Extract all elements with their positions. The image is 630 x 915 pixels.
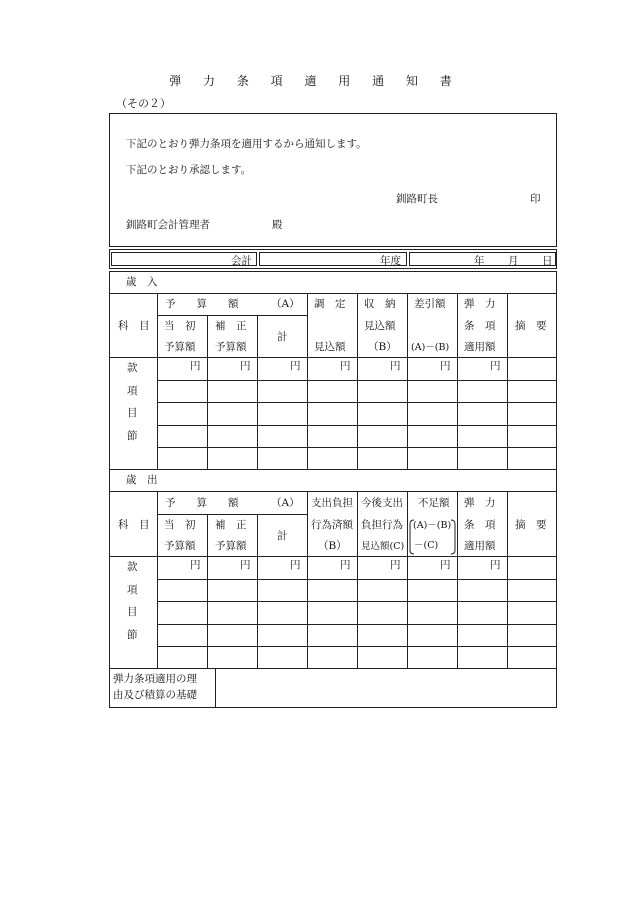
revenue-row-moku: 目 — [127, 407, 138, 419]
expenditure-future-1: 今後支出 — [361, 497, 403, 509]
reason-label-2: 由及び積算の基礎 — [113, 689, 197, 701]
year-label: 年 — [474, 255, 485, 267]
revenue-remarks-header: 摘 要 — [515, 320, 547, 332]
account-label: 会計 — [231, 255, 252, 267]
revenue-row-kou: 項 — [127, 385, 138, 397]
expenditure-row-setsu: 節 — [127, 629, 138, 641]
revenue-diff-2: (A)－(B) — [411, 342, 450, 353]
revenue-yen-revised: 円 — [240, 360, 251, 372]
revenue-revised-2: 予算額 — [215, 341, 247, 353]
revenue-initial-1: 当 初 — [164, 320, 196, 332]
expenditure-budget-a: （A） — [271, 497, 300, 509]
fiscal-year-label: 年度 — [380, 255, 401, 267]
revenue-receipt-2: 見込額 — [364, 320, 396, 332]
expenditure-flex-2: 条 項 — [464, 519, 496, 531]
revenue-item-header: 科 目 — [118, 320, 150, 332]
expenditure-burden-1: 支出負担 — [311, 497, 353, 509]
expenditure-budget-header: 予 算 額 — [165, 497, 239, 509]
revenue-receipt-3: （B） — [368, 341, 397, 353]
revenue-total-header: 計 — [277, 331, 288, 343]
revenue-flex-2: 条 項 — [464, 320, 496, 332]
expenditure-row-kou: 項 — [127, 584, 138, 596]
month-label: 月 — [508, 255, 519, 267]
revenue-row-setsu: 節 — [127, 430, 138, 442]
revenue-adjust-2: 見込額 — [314, 341, 346, 353]
expenditure-yen-total: 円 — [290, 559, 301, 571]
revenue-yen-flex: 円 — [490, 360, 501, 372]
expenditure-burden-2: 行為済額 — [311, 519, 353, 531]
revenue-flex-3: 適用額 — [464, 341, 496, 353]
revenue-flex-1: 弾 力 — [464, 298, 496, 310]
notice-line-2: 下記のとおり承認します。 — [126, 164, 252, 176]
expenditure-item-header: 科 目 — [118, 519, 150, 531]
expenditure-short-1: 不足額 — [418, 497, 450, 509]
expenditure-yen-short: 円 — [440, 559, 451, 571]
expenditure-flex-3: 適用額 — [464, 540, 496, 552]
revenue-yen-total: 円 — [290, 360, 301, 372]
revenue-section-label: 歳 入 — [126, 276, 158, 288]
expenditure-burden-3: （B） — [318, 540, 347, 552]
revenue-revised-1: 補 正 — [215, 320, 247, 332]
revenue-yen-adjust: 円 — [340, 360, 351, 372]
notice-line-1: 下記のとおり弾力条項を適用するから通知します。 — [126, 138, 367, 150]
expenditure-total-header: 計 — [277, 530, 288, 542]
expenditure-yen-revised: 円 — [240, 559, 251, 571]
expenditure-initial-1: 当 初 — [164, 519, 196, 531]
document-title: 弾 力 条 項 適 用 通 知 書 — [169, 74, 461, 88]
day-label: 日 — [542, 255, 553, 267]
expenditure-row-moku: 目 — [127, 606, 138, 618]
revenue-diff-1: 差引額 — [414, 298, 446, 310]
expenditure-future-3: 見込額(C) — [361, 541, 405, 552]
revenue-row-kan: 款 — [127, 362, 138, 374]
honorific-label: 殿 — [272, 219, 283, 231]
addressee-label: 釧路町会計管理者 — [126, 219, 210, 231]
revenue-adjust-1: 調 定 — [314, 298, 346, 310]
expenditure-short-2: (A)－(B) — [413, 520, 452, 531]
revenue-initial-2: 予算額 — [164, 341, 196, 353]
revenue-receipt-1: 収 納 — [364, 298, 396, 310]
expenditure-yen-initial: 円 — [190, 559, 201, 571]
reason-label-1: 弾力条項適用の理 — [113, 673, 197, 685]
expenditure-yen-future: 円 — [390, 559, 401, 571]
expenditure-revised-2: 予算額 — [215, 540, 247, 552]
bracket-right — [451, 520, 455, 554]
expenditure-future-2: 負担行為 — [361, 519, 403, 531]
expenditure-revised-1: 補 正 — [215, 519, 247, 531]
revenue-yen-diff: 円 — [440, 360, 451, 372]
revenue-budget-a: （A） — [271, 298, 300, 310]
revenue-yen-initial: 円 — [190, 360, 201, 372]
expenditure-remarks-header: 摘 要 — [515, 519, 547, 531]
revenue-budget-header: 予 算 額 — [165, 298, 239, 310]
seal-mark: 印 — [530, 193, 541, 205]
expenditure-flex-1: 弾 力 — [464, 497, 496, 509]
expenditure-section-label: 歳 出 — [126, 474, 158, 486]
document-subtitle: （その２） — [116, 97, 171, 110]
revenue-yen-receipt: 円 — [390, 360, 401, 372]
expenditure-short-3: －(C) — [414, 540, 439, 551]
expenditure-yen-burden: 円 — [340, 559, 351, 571]
expenditure-initial-2: 予算額 — [164, 540, 196, 552]
expenditure-row-kan: 款 — [127, 561, 138, 573]
mayor-label: 釧路町長 — [396, 193, 438, 205]
expenditure-yen-flex: 円 — [490, 559, 501, 571]
